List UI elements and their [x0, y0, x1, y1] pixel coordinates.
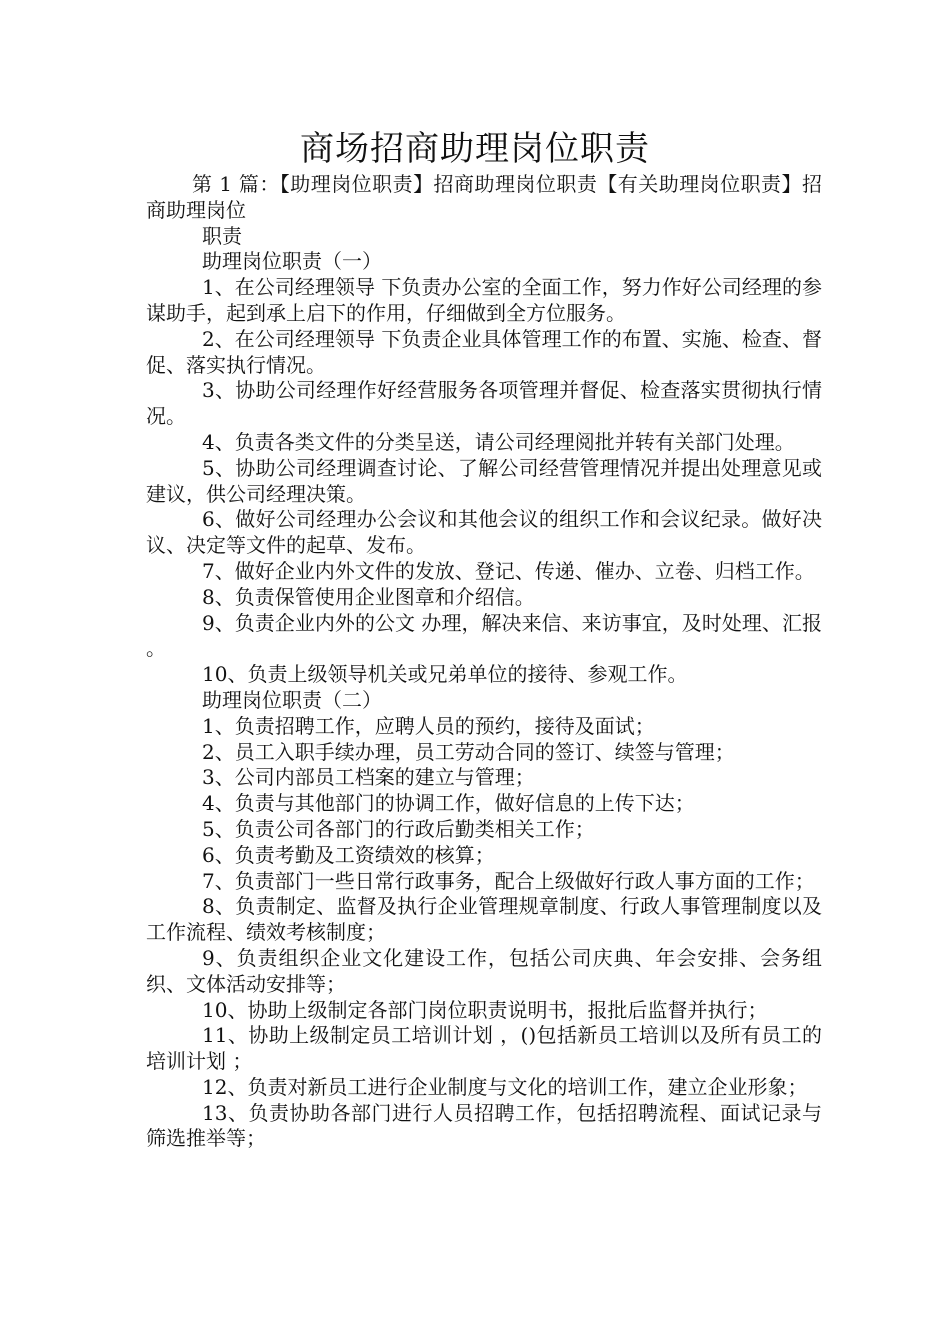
list-item: 9、负责企业内外的公文 办理，解决来信、来访事宜，及时处理、汇报 。 [146, 610, 822, 661]
document-body [146, 172, 822, 1152]
list-item: 9、负责组织企业文化建设工作，包括公司庆典、年会安排、会务组织、文体活动安排等； [146, 945, 822, 996]
list-item: 2、员工入职手续办理，员工劳动合同的签订、续签与管理； [202, 739, 735, 764]
section-heading-1: 助理岗位职责（一） [202, 249, 382, 274]
list-item: 10、负责上级领导机关或兄弟单位的接待、参观工作。 [202, 662, 688, 687]
list-item: 2、在公司经理领导 下负责企业具体管理工作的布置、实施、检查、督促、落实执行情况。 [146, 326, 822, 377]
list-item: 10、协助上级制定各部门岗位职责说明书，报批后监督并执行； [202, 997, 768, 1022]
document-title: 商场招商助理岗位职责 [300, 129, 650, 169]
list-item: 11、协助上级制定员工培训计划 ，()包括新员工培训以及所有员工的培训计划 ； [146, 1023, 822, 1074]
list-item: 7、负责部门一些日常行政事务，配合上级做好行政人事方面的工作； [202, 868, 815, 893]
list-item: 5、负责公司各部门的行政后勤类相关工作； [202, 816, 595, 841]
list-item: 12、负责对新员工进行企业制度与文化的培训工作，建立企业形象； [202, 1074, 808, 1099]
list-item: 13、负责协助各部门进行人员招聘工作，包括招聘流程、面试记录与筛选推举等； [146, 1100, 822, 1151]
list-item: 7、做好企业内外文件的发放、登记、传递、催办、立卷、归档工作。 [202, 558, 815, 583]
list-item: 4、负责与其他部门的协调工作，做好信息的上传下达； [202, 791, 695, 816]
list-item: 3、公司内部员工档案的建立与管理； [202, 765, 535, 790]
intro-paragraph: 第 1 篇：【助理岗位职责】招商助理岗位职责【有关助理岗位职责】招商助理岗位 [146, 172, 822, 222]
list-item: 6、负责考勤及工资绩效的核算； [202, 842, 495, 867]
list-item: 1、负责招聘工作，应聘人员的预约，接待及面试； [202, 713, 655, 738]
list-item: 5、协助公司经理调查讨论、了解公司经营管理情况并提出处理意见或建议，供公司经理决策。 [146, 455, 822, 506]
section-1-list [146, 275, 822, 688]
list-item: 8、负责保管使用企业图章和介绍信。 [202, 584, 535, 609]
intro-tail: 职责 [202, 223, 242, 248]
list-item: 3、协助公司经理作好经营服务各项管理并督促、检查落实贯彻执行情况。 [146, 378, 822, 429]
list-item: 1、在公司经理领导 下负责办公室的全面工作，努力作好公司经理的参谋助手，起到承上启下的作用，仔细做到全方位服务。 [146, 275, 822, 325]
list-item: 6、做好公司经理办公会议和其他会议的组织工作和会议纪录。做好决议、决定等文件的起草、发布。 [146, 507, 822, 558]
list-item: 8、负责制定、监督及执行企业管理规章制度、行政人事管理制度以及工作流程、绩效考核制度； [146, 894, 822, 945]
list-item: 4、负责各类文件的分类呈送，请公司经理阅批并转有关部门处理。 [202, 429, 795, 454]
section-2-list [146, 714, 822, 1153]
section-heading-2: 助理岗位职责（二） [202, 687, 382, 712]
